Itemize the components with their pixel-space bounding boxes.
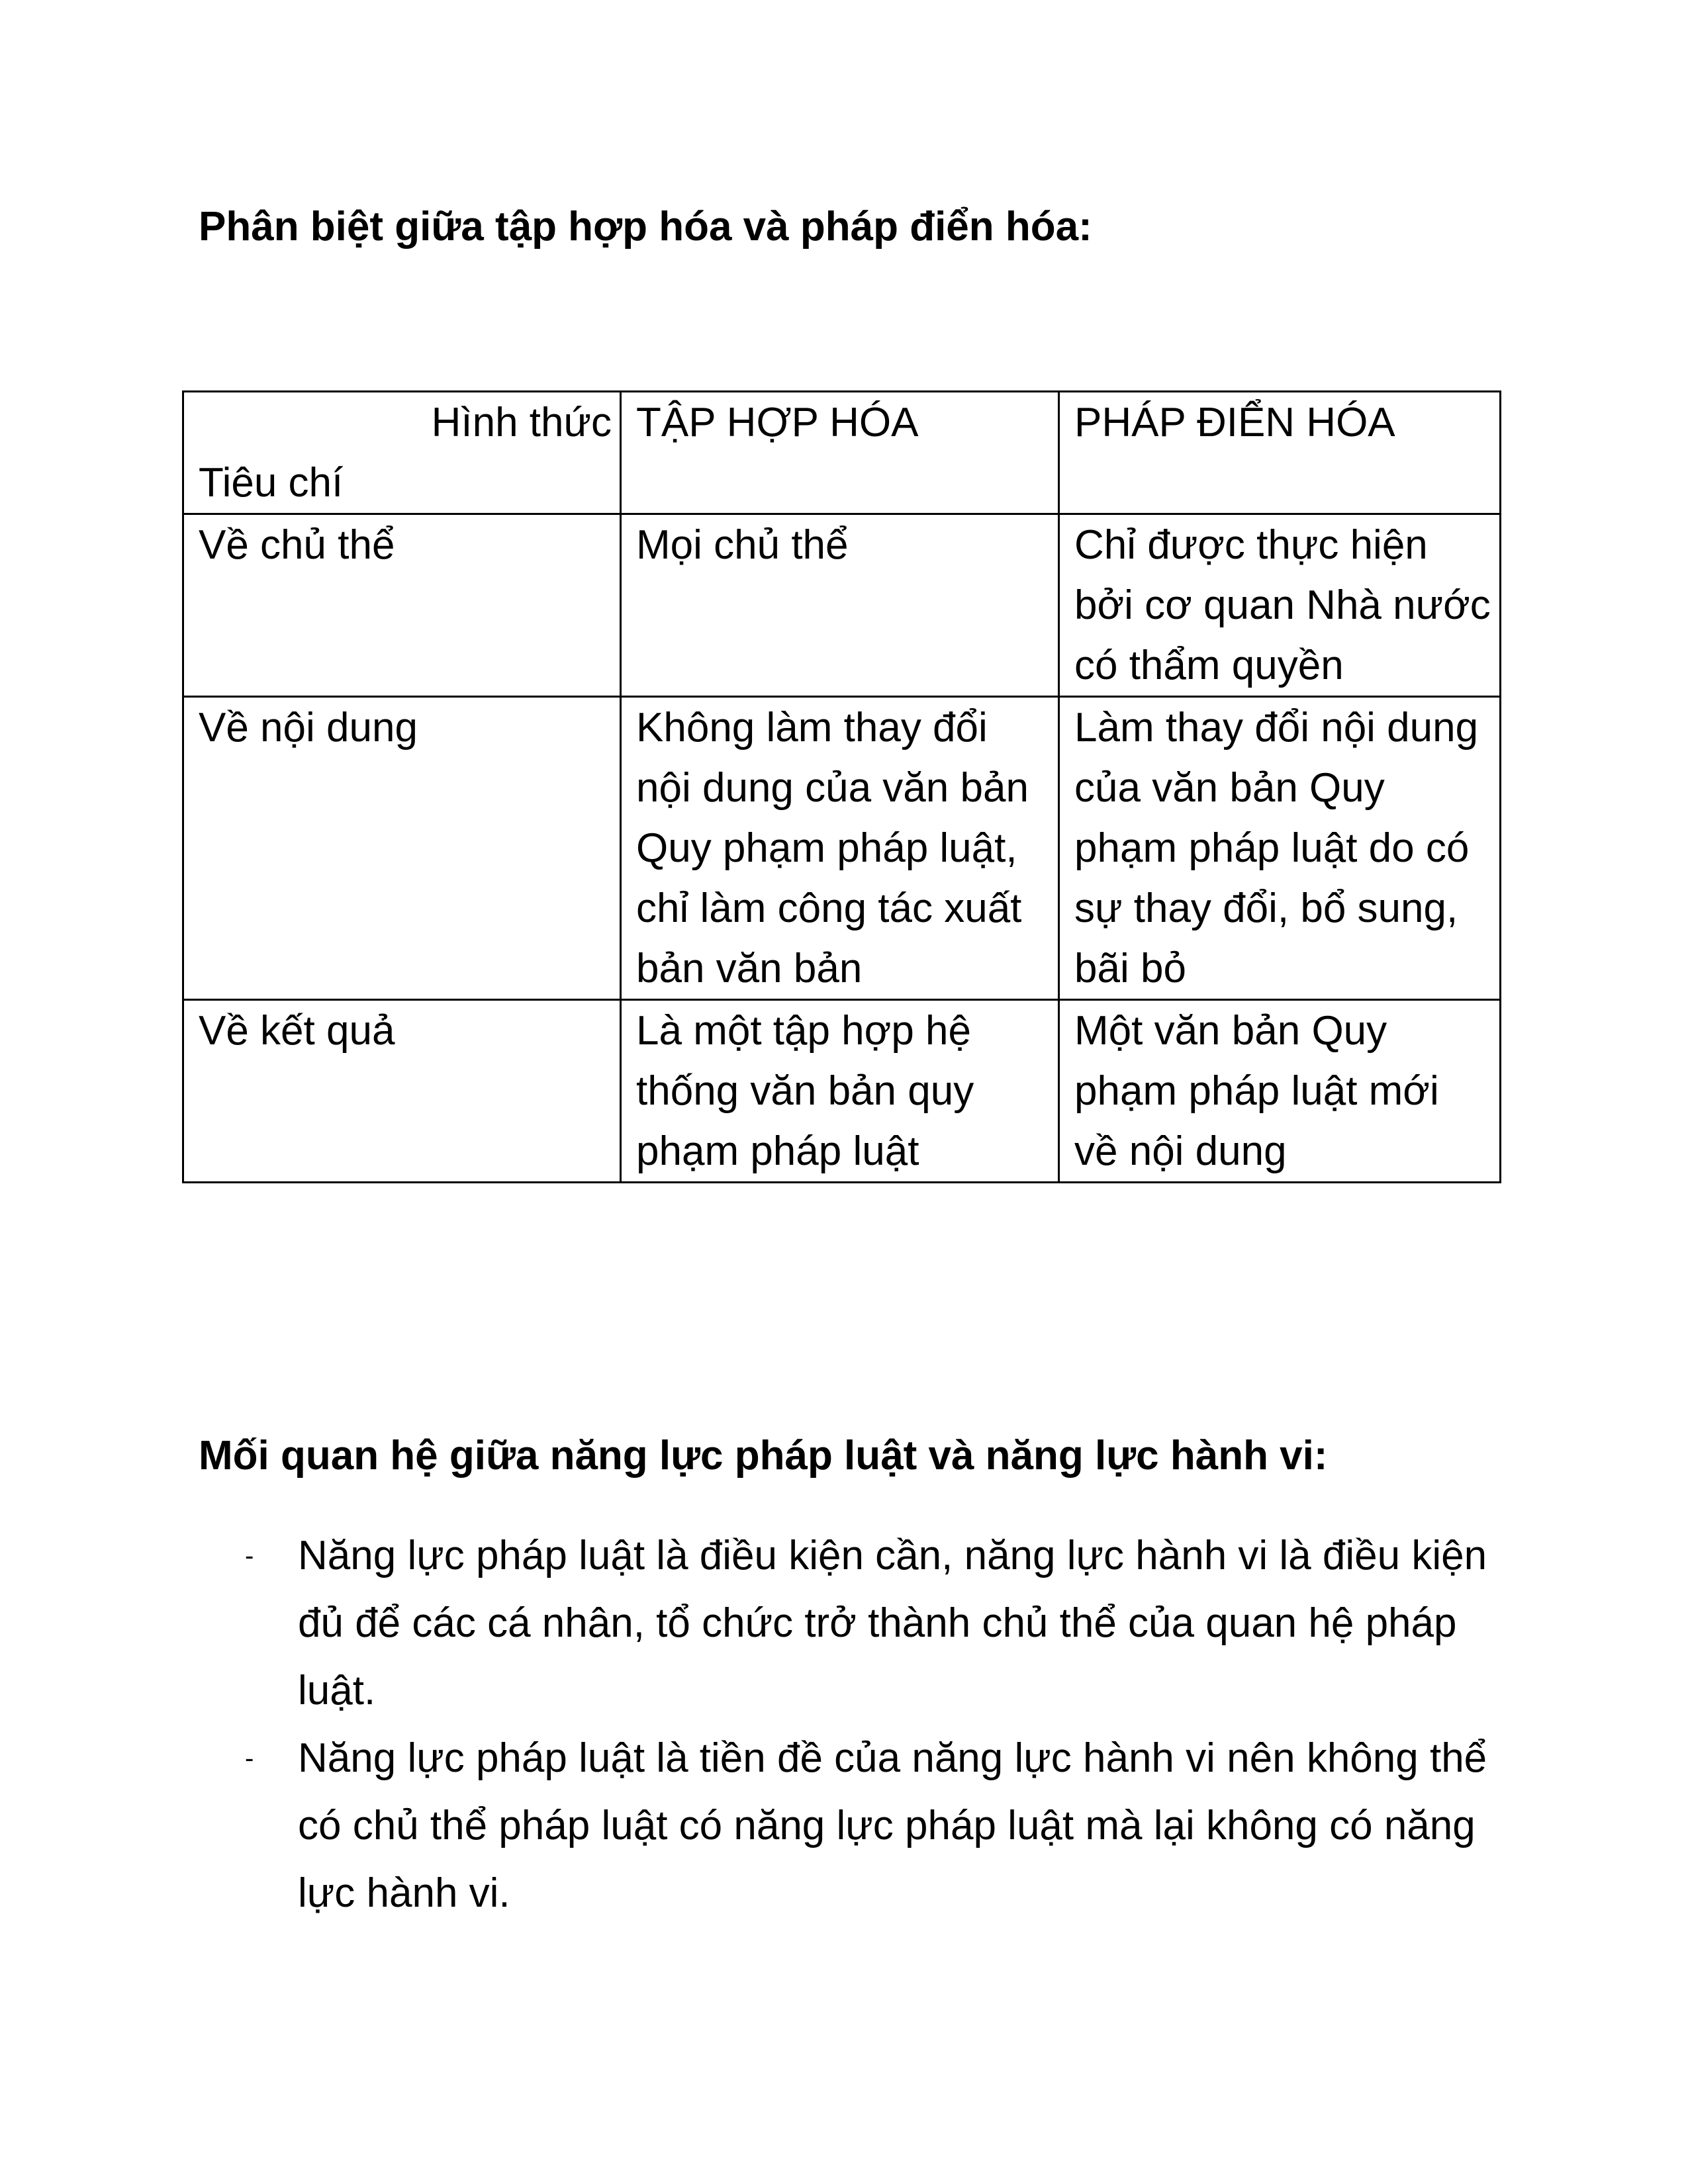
bullet-list [199,1522,1496,1927]
table-row [183,697,1501,1000]
table-header-row [183,392,1501,514]
row-criterion: Về chủ thể [183,514,621,697]
cell-phapdien: Một văn bản Quy phạm pháp luật mới về nội dung [1059,1000,1501,1183]
bullet-dash-icon: - [245,1744,254,1773]
list-item [199,1725,1496,1927]
list-item-text: Năng lực pháp luật là điều kiện cần, năng lực hành vi là điều kiện đủ để các cá nhân, tổ chức trở thành chủ thể của quan hệ pháp luật. [298,1533,1487,1713]
section-heading-distinction: Phân biệt giữa tập hợp hóa và pháp điển hóa: [199,204,1092,250]
row-criterion: Về nội dung [183,697,621,1000]
corner-label-criterion: Tiêu chí [199,460,344,506]
cell-phapdien: Chỉ được thực hiện bởi cơ quan Nhà nước có thẩm quyền [1059,514,1501,697]
cell-taphop: Mọi chủ thể [621,514,1059,697]
table-corner-cell [183,392,621,514]
table-row [183,514,1501,697]
column-header-taphop: TẬP HỢP HÓA [621,392,1059,514]
list-item [199,1522,1496,1725]
table-row [183,1000,1501,1183]
cell-phapdien: Làm thay đổi nội dung của văn bản Quy phạm pháp luật do có sự thay đổi, bổ sung, bãi bỏ [1059,697,1501,1000]
section-heading-relationship: Mối quan hệ giữa năng lực pháp luật và năng lực hành vi: [199,1433,1328,1479]
bullet-dash-icon: - [245,1541,254,1570]
corner-label-form: Hình thức [431,400,612,445]
comparison-table [182,390,1501,1183]
cell-taphop: Là một tập hợp hệ thống văn bản quy phạm pháp luật [621,1000,1059,1183]
cell-taphop: Không làm thay đổi nội dung của văn bản Quy phạm pháp luật, chỉ làm công tác xuất bản văn bản [621,697,1059,1000]
column-header-phapdien: PHÁP ĐIỂN HÓA [1059,392,1501,514]
list-item-text: Năng lực pháp luật là tiền đề của năng lực hành vi nên không thể có chủ thể pháp luật có năng lực pháp luật mà lại không có năng lực hành vi. [298,1735,1487,1916]
row-criterion: Về kết quả [183,1000,621,1183]
